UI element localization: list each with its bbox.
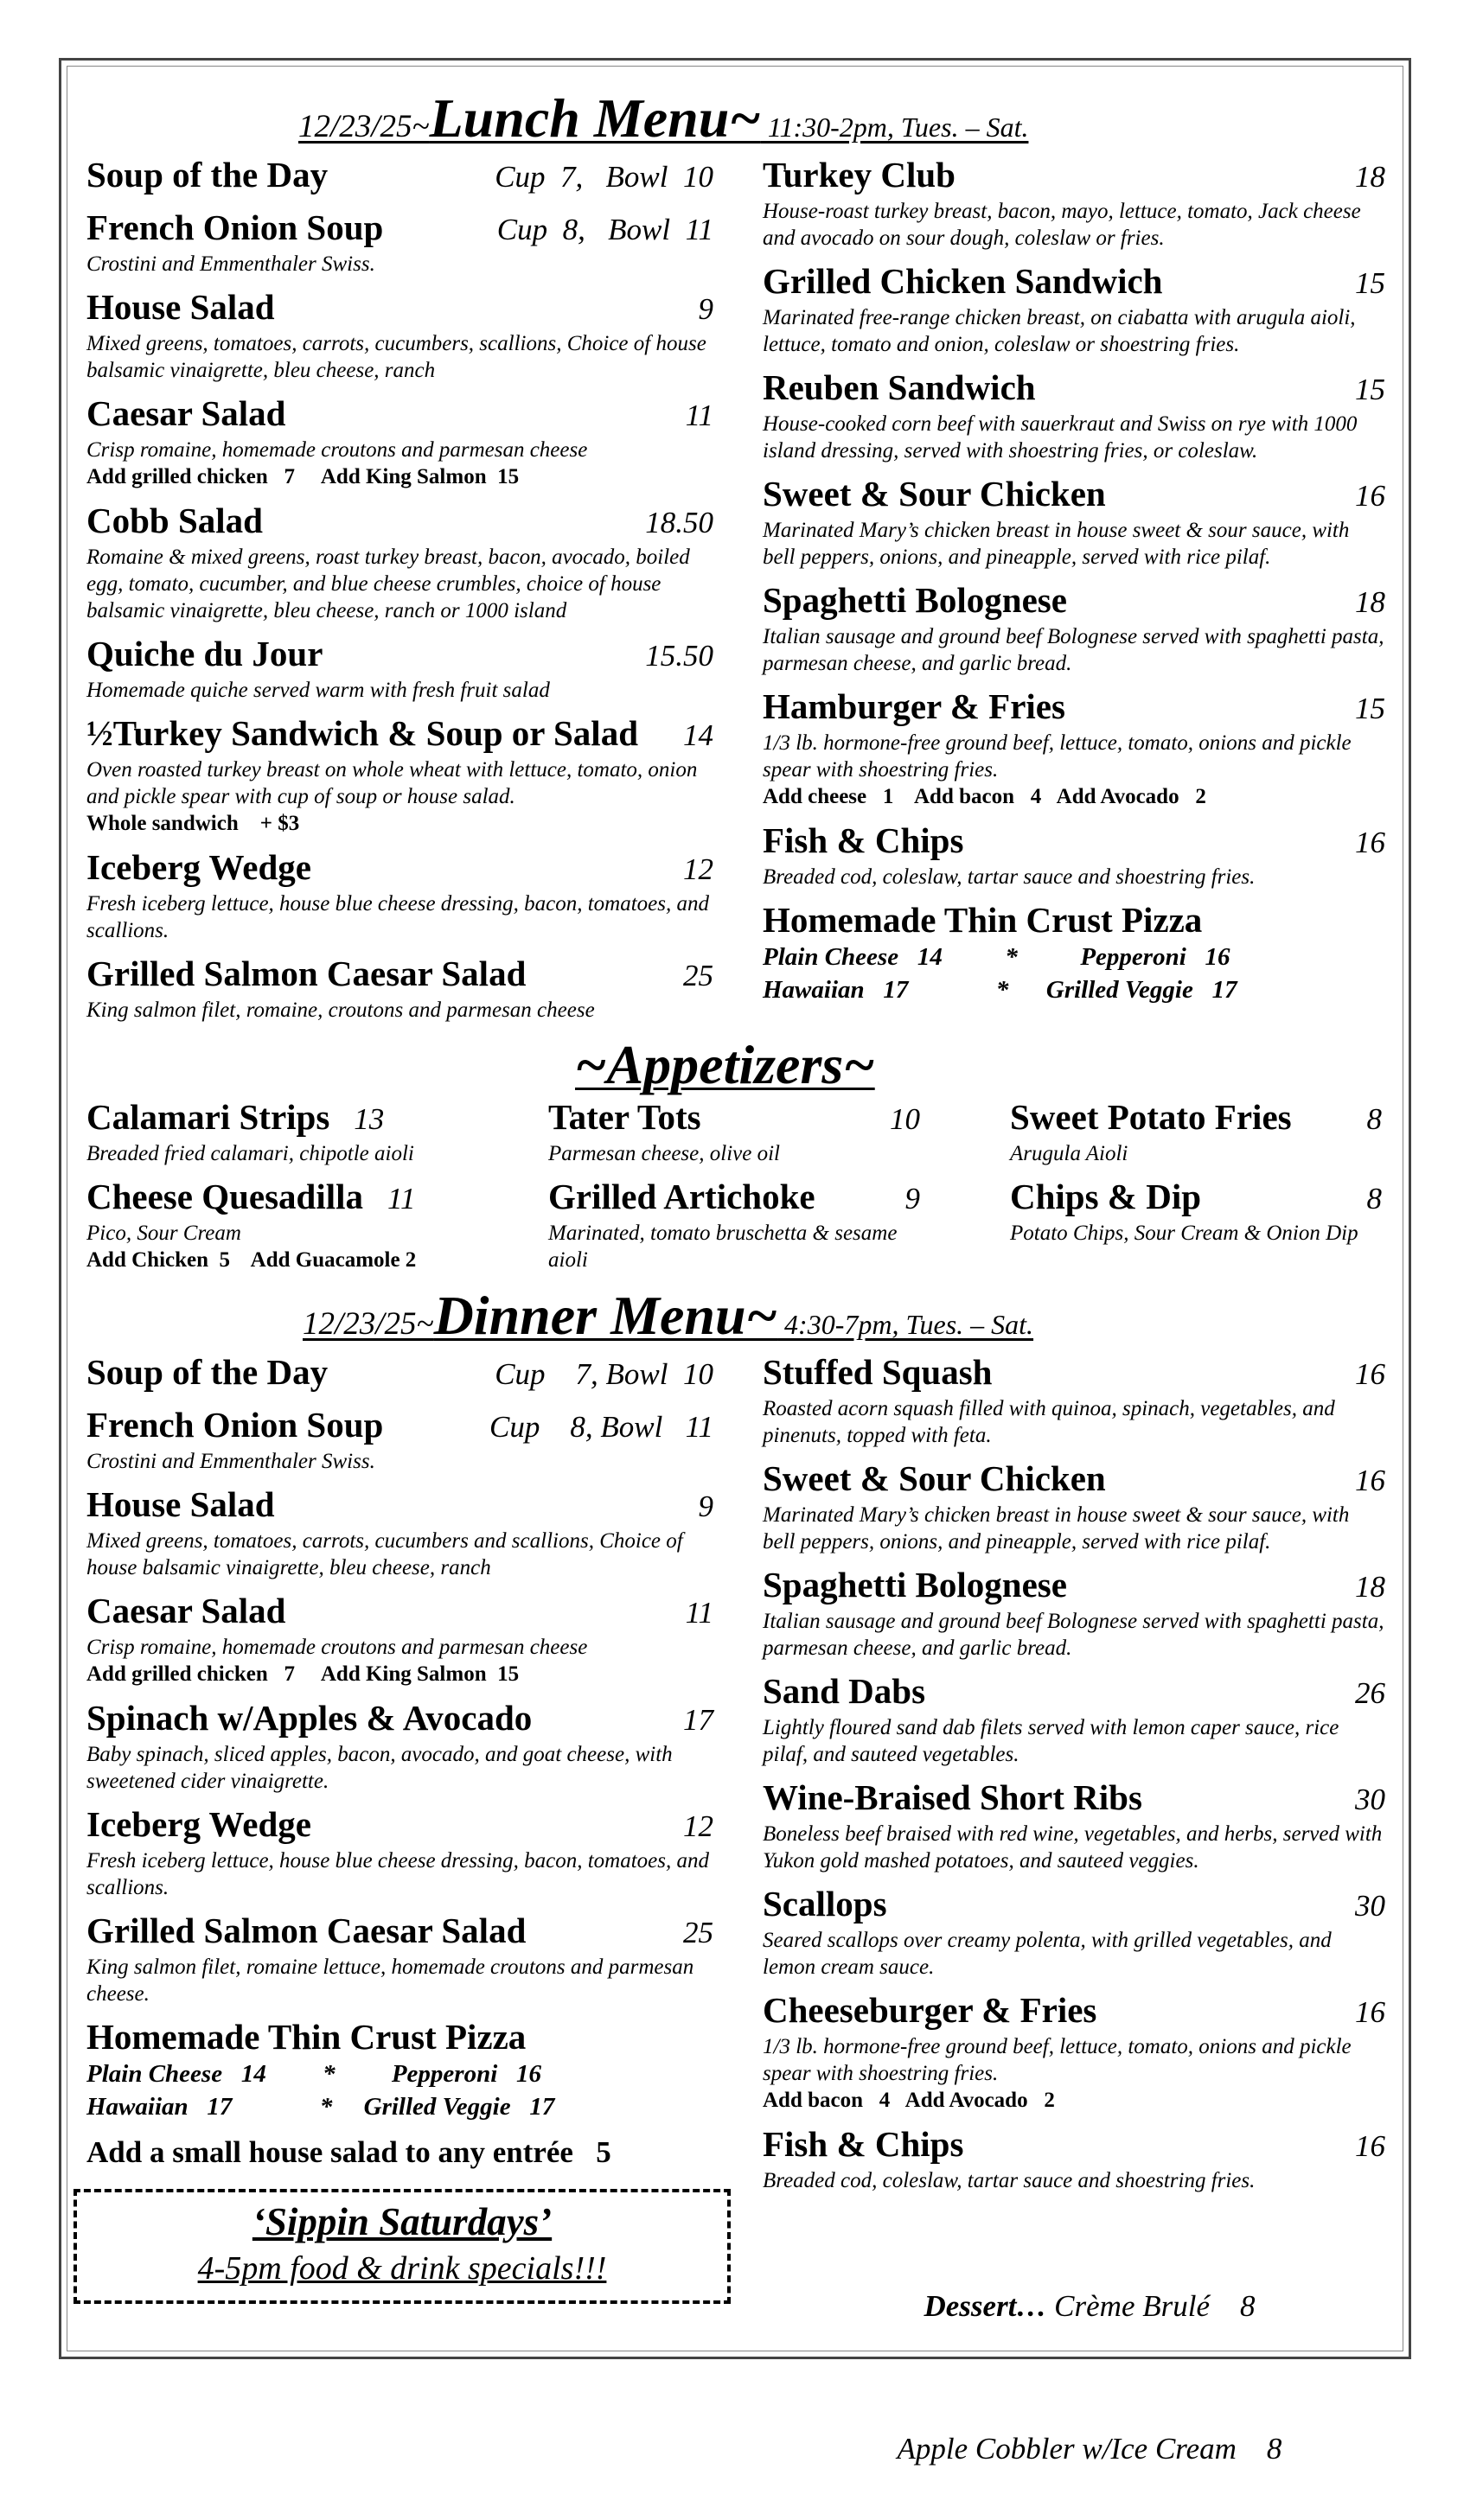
menu-item — [86, 1803, 713, 1901]
dinner-date: 12/23/25~ — [303, 1306, 434, 1342]
menu-item-name: French Onion Soup — [86, 1405, 384, 1445]
appetizers-title: ~Appetizers~ — [575, 1034, 875, 1095]
menu-item-price: 9 — [904, 1182, 920, 1215]
menu-item-name: Soup of the Day — [86, 155, 329, 195]
menu-item-price: 8 — [1366, 1102, 1382, 1136]
menu-item-name: House Salad — [86, 1484, 275, 1524]
menu-item — [763, 1670, 1385, 1768]
menu-item-price: 12 — [683, 1809, 713, 1843]
menu-item-name: Wine-Braised Short Ribs — [763, 1777, 1142, 1817]
menu-item-name: Cheeseburger & Fries — [763, 1990, 1097, 2030]
menu-item-price: 8 — [1366, 1182, 1382, 1215]
menu-item-name: House Salad — [86, 287, 275, 327]
small-salad-addon: Add a small house salad to any entrée 5 — [86, 2135, 611, 2169]
menu-item-price: 15.50 — [645, 639, 713, 673]
menu-item-description: Marinated, tomato bruschetta & sesame aioli — [548, 1222, 898, 1272]
menu-item-name: Grilled Salmon Caesar Salad — [86, 1911, 527, 1950]
menu-item-price: 18 — [1355, 585, 1385, 619]
lunch-menu-heading — [298, 86, 1028, 150]
menu-item — [86, 846, 713, 944]
menu-item-price: 16 — [1355, 1995, 1385, 2029]
menu-item-price: 13 — [354, 1102, 385, 1136]
menu-item-description: Lightly floured sand dab filets served with lemon caper sauce, rice pilaf, and sauteed vegetables. — [763, 1716, 1339, 1766]
menu-item-name: Soup of the Day — [86, 1352, 329, 1392]
menu-item-description: Potato Chips, Sour Cream & Onion Dip — [1010, 1222, 1358, 1245]
menu-item-name: Scallops — [763, 1884, 887, 1923]
menu-item-name: Fish & Chips — [763, 2124, 964, 2164]
menu-item-price: Cup 8, Bowl 11 — [496, 213, 713, 246]
pizza-options: Plain Cheese 14 * Pepperoni 16 — [86, 2060, 542, 2088]
menu-item-price: 15 — [1355, 266, 1385, 300]
menu-item-description: Crisp romaine, homemade croutons and parmesan cheese — [86, 1636, 588, 1659]
menu-item-price: Cup 7, Bowl 10 — [495, 160, 713, 194]
menu-item — [763, 1458, 1385, 1555]
menu-item-name: Caesar Salad — [86, 393, 286, 433]
dessert-item-apple-cobbler: Apple Cobbler w/Ice Cream 8 — [897, 2432, 1282, 2466]
menu-item-name: Grilled Artichoke — [548, 1177, 815, 1216]
menu-item — [86, 154, 713, 198]
menu-item-description: Fresh iceberg lettuce, house blue cheese dressing, bacon, tomatoes, and scallions. — [86, 1849, 709, 1899]
pizza-options: Hawaiian 17 * Grilled Veggie 17 — [763, 976, 1237, 1004]
menu-item-description: Marinated free-range chicken breast, on ciabatta with arugula aioli, lettuce, tomato and onion, coleslaw or shoestring fries. — [763, 306, 1356, 356]
menu-item — [86, 633, 713, 704]
menu-item-price: 16 — [1355, 2129, 1385, 2163]
lunch-right-column — [763, 154, 1385, 1015]
menu-item-description: Boneless beef braised with red wine, vegetables, and herbs, served with Yukon gold mashed potatoes, and sauteed veggies. — [763, 1822, 1383, 1872]
menu-item — [86, 1351, 713, 1395]
menu-item-name: ½Turkey Sandwich & Soup or Salad — [86, 713, 639, 753]
menu-item — [763, 1883, 1385, 1981]
menu-item — [763, 1351, 1385, 1449]
menu-item-name: Stuffed Squash — [763, 1352, 993, 1392]
menu-item — [86, 392, 713, 491]
appetizers-heading — [575, 1033, 875, 1097]
menu-item-name: Tater Tots — [548, 1097, 701, 1137]
menu-item-description: Crostini and Emmenthaler Swiss. — [86, 1450, 375, 1473]
menu-item-description: Roasted acorn squash filled with quinoa, spinach, vegetables, and pinenuts, topped with feta. — [763, 1397, 1335, 1447]
dinner-title: Dinner Menu~ — [433, 1285, 778, 1346]
menu-item — [763, 686, 1385, 811]
menu-item — [763, 1777, 1385, 1874]
menu-item-name: Chips & Dip — [1010, 1177, 1202, 1216]
menu-item — [763, 260, 1385, 358]
menu-item-addon: Add Chicken 5 Add Guacamole 2 — [86, 1248, 417, 1272]
menu-item — [548, 1096, 920, 1167]
lunch-date: 12/23/25~ — [298, 109, 430, 144]
menu-item-price: 11 — [387, 1182, 416, 1215]
menu-item — [86, 712, 713, 838]
menu-item — [86, 1910, 713, 2007]
menu-item — [86, 286, 713, 384]
menu-item-name: Hamburger & Fries — [763, 686, 1065, 726]
menu-item — [763, 1989, 1385, 2115]
menu-item-name: Grilled Salmon Caesar Salad — [86, 954, 527, 993]
dinner-right-column — [763, 1351, 1385, 2203]
pizza-title: Homemade Thin Crust Pizza — [86, 2017, 527, 2057]
menu-item — [763, 579, 1385, 677]
menu-item — [86, 953, 713, 1024]
menu-item-name: Spaghetti Bolognese — [763, 1565, 1067, 1605]
menu-item-price: 10 — [890, 1102, 920, 1136]
menu-item-name: Cobb Salad — [86, 501, 263, 540]
menu-item-description: Breaded cod, coleslaw, tartar sauce and shoestring fries. — [763, 2169, 1256, 2192]
menu-item-name: Grilled Chicken Sandwich — [763, 261, 1163, 301]
menu-item — [86, 1404, 713, 1475]
lunch-hours: 11:30-2pm, Tues. – Sat. — [760, 112, 1029, 143]
menu-item-price: 15 — [1355, 692, 1385, 725]
menu-item — [763, 2123, 1385, 2194]
menu-item-name: Turkey Club — [763, 155, 956, 195]
menu-item-description: 1/3 lb. hormone-free ground beef, lettuce, tomato, onions and pickle spear with shoestring fries. — [763, 731, 1352, 782]
menu-item-name: Fish & Chips — [763, 820, 964, 860]
menu-item — [86, 207, 713, 278]
menu-item-name: Iceberg Wedge — [86, 847, 311, 887]
menu-item-price: 9 — [698, 292, 713, 326]
menu-item-price: 16 — [1355, 1357, 1385, 1391]
menu-item — [763, 367, 1385, 464]
dinner-menu-heading — [303, 1284, 1033, 1348]
menu-item-price: 25 — [683, 1916, 713, 1949]
menu-item-addon: Add cheese 1 Add bacon 4 Add Avocado 2 — [763, 785, 1206, 808]
menu-item-description: Romaine & mixed greens, roast turkey breast, bacon, avocado, boiled egg, tomato, cucumber, and blue cheese crumbles, choice of house balsamic vinaigrette, bleu cheese, ranch or 1000 island — [86, 545, 690, 622]
menu-item-name: Quiche du Jour — [86, 634, 323, 673]
menu-item-description: Mixed greens, tomatoes, carrots, cucumbers and scallions, Choice of house balsamic vinaigrette, bleu cheese, ranch — [86, 1529, 683, 1579]
menu-item-description: Oven roasted turkey breast on whole wheat with lettuce, tomato, onion and pickle spear with cup of soup or house salad. — [86, 758, 698, 808]
menu-item-price: 16 — [1355, 826, 1385, 859]
menu-item-description: House-roast turkey breast, bacon, mayo, lettuce, tomato, Jack cheese and avocado on sour dough, coleslaw or fries. — [763, 200, 1361, 250]
menu-item-price: 18 — [1355, 160, 1385, 194]
menu-item-description: King salmon filet, romaine, croutons and parmesan cheese — [86, 998, 595, 1022]
menu-item — [1010, 1096, 1382, 1167]
menu-item-name: Sweet & Sour Chicken — [763, 1458, 1106, 1498]
menu-item-description: Mixed greens, tomatoes, carrots, cucumbers, scallions, Choice of house balsamic vinaigrette, bleu cheese, ranch — [86, 332, 706, 382]
menu-item-name: Caesar Salad — [86, 1591, 286, 1630]
menu-item — [86, 1096, 458, 1167]
menu-item — [86, 1590, 713, 1688]
menu-item-price: 30 — [1355, 1783, 1385, 1816]
pizza-options: Plain Cheese 14 * Pepperoni 16 — [763, 943, 1230, 971]
menu-item-description: Crostini and Emmenthaler Swiss. — [86, 252, 375, 276]
sippin-saturdays-title: ‘Sippin Saturdays’ — [252, 2200, 553, 2243]
pizza-section — [86, 2016, 713, 2123]
menu-item-description: 1/3 lb. hormone-free ground beef, lettuce, tomato, onions and pickle spear with shoestring fries. — [763, 2035, 1352, 2085]
menu-item-price: 25 — [683, 959, 713, 992]
menu-item — [548, 1176, 920, 1273]
dessert-section — [761, 2187, 1418, 2520]
menu-item-price: Cup 7, Bowl 10 — [495, 1357, 713, 1391]
menu-item-addon: Add grilled chicken 7 Add King Salmon 15 — [86, 465, 520, 488]
menu-item-name: Spaghetti Bolognese — [763, 580, 1067, 620]
menu-item-addon: Add bacon 4 Add Avocado 2 — [763, 2089, 1055, 2112]
menu-item-description: Pico, Sour Cream — [86, 1222, 241, 1245]
menu-item-name: Cheese Quesadilla — [86, 1177, 364, 1216]
menu-item — [763, 154, 1385, 252]
menu-item — [86, 1176, 458, 1274]
lunch-title: Lunch Menu~ — [429, 87, 761, 149]
menu-item-addon: Add grilled chicken 7 Add King Salmon 15 — [86, 1662, 520, 1686]
menu-item — [86, 1697, 713, 1795]
menu-item-name: Reuben Sandwich — [763, 367, 1036, 407]
pizza-title: Homemade Thin Crust Pizza — [763, 900, 1203, 940]
menu-item-description: Italian sausage and ground beef Bolognese served with spaghetti pasta, parmesan cheese, and garlic bread. — [763, 1610, 1384, 1660]
menu-item-name: Sweet & Sour Chicken — [763, 474, 1106, 514]
menu-item-description: Crisp romaine, homemade croutons and parmesan cheese — [86, 438, 588, 462]
menu-item-price: Cup 8, Bowl 11 — [489, 1410, 713, 1444]
menu-item-description: Breaded cod, coleslaw, tartar sauce and shoestring fries. — [763, 865, 1256, 889]
menu-item — [86, 1483, 713, 1581]
menu-item-description: Fresh iceberg lettuce, house blue cheese dressing, bacon, tomatoes, and scallions. — [86, 892, 709, 942]
menu-item-addon: Whole sandwich + $3 — [86, 812, 300, 835]
menu-item-description: Marinated Mary’s chicken breast in house sweet & sour sauce, with bell peppers, onions, and pineapple, served with rice pilaf. — [763, 1503, 1350, 1553]
appetizers-column-3 — [1010, 1096, 1382, 1255]
menu-item-price: 12 — [683, 852, 713, 886]
dessert-label: Dessert… — [924, 2289, 1047, 2323]
menu-item-description: King salmon filet, romaine lettuce, homemade croutons and parmesan cheese. — [86, 1955, 694, 2006]
menu-item-price: 17 — [683, 1703, 713, 1737]
menu-item-price: 30 — [1355, 1889, 1385, 1923]
menu-item-price: 18 — [1355, 1570, 1385, 1604]
menu-item-description: Arugula Aioli — [1010, 1142, 1128, 1165]
menu-item-price: 15 — [1355, 373, 1385, 406]
menu-item-name: Calamari Strips — [86, 1097, 330, 1137]
menu-item — [763, 820, 1385, 890]
menu-item — [86, 500, 713, 624]
appetizers-column-2 — [548, 1096, 920, 1282]
menu-item-price: 26 — [1355, 1676, 1385, 1710]
menu-item-name: Iceberg Wedge — [86, 1804, 311, 1844]
menu-item-price: 11 — [685, 399, 713, 432]
sippin-saturdays-box — [74, 2189, 731, 2304]
menu-item — [763, 473, 1385, 571]
menu-item-description: Breaded fried calamari, chipotle aioli — [86, 1142, 414, 1165]
menu-item-description: Baby spinach, sliced apples, bacon, avocado, and goat cheese, with sweetened cider vinaigrette. — [86, 1743, 673, 1793]
dinner-hours: 4:30-7pm, Tues. – Sat. — [777, 1309, 1034, 1340]
menu-item-description: Homemade quiche served warm with fresh fruit salad — [86, 679, 550, 702]
menu-item-name: Spinach w/Apples & Avocado — [86, 1698, 533, 1738]
menu-item-description: Marinated Mary’s chicken breast in house sweet & sour sauce, with bell peppers, onions, and pineapple, served with rice pilaf. — [763, 519, 1350, 569]
appetizers-column-1 — [86, 1096, 458, 1283]
menu-item-price: 16 — [1355, 479, 1385, 513]
dessert-item-creme-brule: Crème Brulé 8 — [1046, 2289, 1256, 2323]
menu-item-price: 18.50 — [645, 506, 713, 539]
lunch-left-column — [86, 154, 713, 1032]
menu-item-name: French Onion Soup — [86, 207, 384, 247]
menu-item-name: Sweet Potato Fries — [1010, 1097, 1292, 1137]
menu-item-description: Seared scallops over creamy polenta, with grilled vegetables, and lemon cream sauce. — [763, 1929, 1332, 1979]
menu-item — [763, 1564, 1385, 1662]
menu-item-description: Italian sausage and ground beef Bolognese served with spaghetti pasta, parmesan cheese, and garlic bread. — [763, 625, 1384, 675]
menu-item-price: 9 — [698, 1490, 713, 1523]
menu-item-price: 16 — [1355, 1464, 1385, 1497]
menu-item-price: 11 — [685, 1596, 713, 1630]
sippin-saturdays-subtitle: 4-5pm food & drink specials!!! — [197, 2250, 607, 2287]
pizza-options: Hawaiian 17 * Grilled Veggie 17 — [86, 2093, 555, 2121]
menu-item — [1010, 1176, 1382, 1247]
dinner-left-column — [86, 1351, 713, 2173]
pizza-section — [763, 899, 1385, 1006]
menu-item-description: Parmesan cheese, olive oil — [548, 1142, 780, 1165]
menu-item-name: Sand Dabs — [763, 1671, 926, 1711]
menu-item-description: House-cooked corn beef with sauerkraut and Swiss on rye with 1000 island dressing, served with shoestring fries, or coleslaw. — [763, 412, 1358, 463]
menu-item-price: 14 — [683, 718, 713, 752]
